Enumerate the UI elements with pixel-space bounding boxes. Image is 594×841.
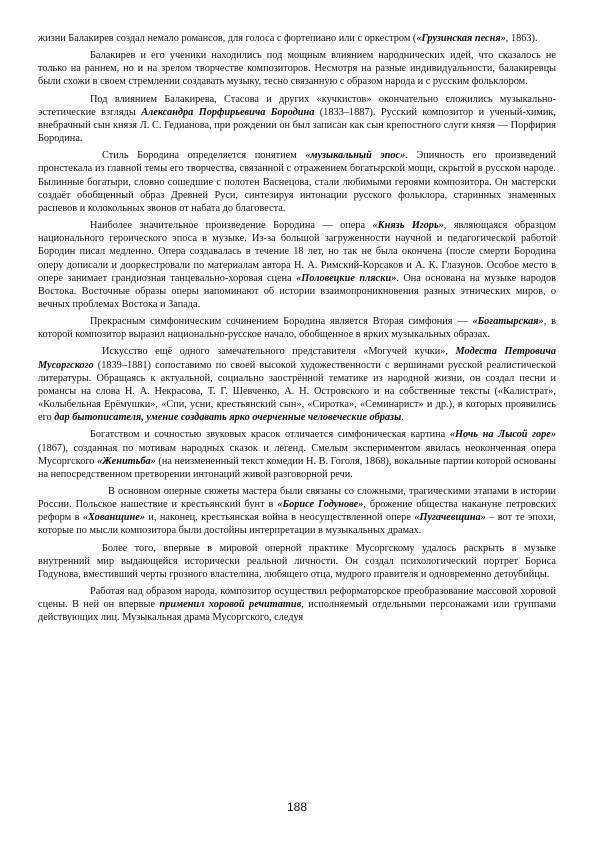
text-run: – вот те эпохи, которые по мысли композитора были достойны интерпретации в музыкальных драмах. — [38, 512, 557, 537]
emphasized-text: «Половецкие пляски» — [296, 272, 397, 284]
paragraph-5 — [38, 219, 556, 311]
text-run: , являющаяся образцом национального героического эпоса в музыке. Из-за большой загруженности научной и педагогической работой Бородин писал медленно. Опера создавалась в течение 18 лет, но так не была окончена (после смерти Бородина оперу дописали и дооркестровали по материалам автора Н. А. Римский-Корсаков и А. К. Глазунов. Особое место в опере занимает грандиозная танцевально-хоровая сцена — [38, 220, 556, 284]
text-run: (на неизмененный текст комедии Н. В. Гоголя, 1868), вокальные партии которой основаны на непосредственном претворении интонаций живой разговорной речи. — [38, 455, 556, 480]
text-run: Под влиянием Балакирева, Стасова и других «кучкистов» окончательно сложились музыкально-эстетические взгляды — [38, 93, 556, 118]
emphasized-text: Модеста Петровича Мусоргского — [38, 346, 557, 371]
text-run: (1833–1887). Русский композитор и ученый-химик, внебрачный сын князя Л. С. Гедианова, при рождении он был записан как сын крепостного слуги князя — Порфирия Бородина. — [38, 106, 557, 145]
emphasized-text: применил хоровой речитатив — [159, 599, 302, 611]
text-run: . Эпичность его произведений пронстекала из главной темы его творчества, связанной с отражением богатырской мощи, скрытой в русском народе. Былинные богатыри, словно сошедшие с полотен Васнецова, стали любимыми героями композитора. Он мастерски создаёт обобщенный образ Древней Руси, синтезируя интонации русского фольклора, старинных знаменных распевов и колокольных звонов от набата до благовеста. — [38, 150, 556, 214]
paragraph-2 — [38, 49, 556, 88]
emphasized-text: «Богатырская» — [472, 316, 544, 328]
emphasized-text: «Ночь на Лысой горе» — [449, 429, 556, 441]
paragraph-4 — [38, 149, 556, 215]
emphasized-text: «Пугачевщина» — [414, 512, 486, 524]
paragraph-7 — [38, 345, 556, 424]
emphasized-text: дар бытописателя, умение создавать ярко очерченные человеческие образы — [54, 412, 402, 424]
text-run: В основном оперные сюжеты мастера были связаны со сложными, трагическими этапами в истории России. Польское нашествие и крестьянский бунт в — [38, 486, 556, 511]
text-run: и, наконец, крестьянская война в неосуществленной опере — [144, 512, 415, 524]
text-run: Богатством и сочностью звуковых красок отличается симфоническая картина — [90, 429, 450, 441]
text-run: . Она основана на музыке народов Востока. Восточные образы оперы напоминают об истории взаимопроникновения разных этнических миров, о вечных проблемах Востока и Запада. — [38, 272, 556, 310]
body-text — [38, 32, 556, 625]
emphasized-text: «Хованщине» — [82, 512, 145, 524]
emphasized-text: «музыкальный эпос» — [305, 150, 406, 162]
emphasized-text: «Борисе Годунове» — [277, 499, 364, 511]
emphasized-text: «Князь Игорь» — [372, 220, 444, 232]
paragraph-6 — [38, 315, 556, 341]
text-run: Балакирев и его ученики находились под мощным влиянием народнических идей, что сказалось не только на раннем, но и на зрелом творчестве композиторов. Несмотря на разные индивидуальности, балакиревцы были схожи в своем стремлении создавать музыку, тесно связанную с образом народа и с русским фольклором. — [38, 50, 556, 88]
paragraph-1 — [38, 32, 556, 45]
text-run: , в которой композитор выразил национально-русское начало, обобщенное в ярких музыкальных образах. — [38, 316, 556, 341]
text-run: Более того, впервые в мировой оперной практике Мусоргскому удалось раскрыть в музыке внутренний мир выдающейся исторически реальной личности. Он создал психологический портрет Бориса Годунова, вместивший черты грозного властелина, любящего отца, мудрого правителя и одновременно детоубийцы. — [38, 542, 556, 580]
text-run: . — [401, 412, 404, 424]
text-run: жизни Балакирев создал немало романсов, для голоса с фортепиано или с оркестром ( — [38, 33, 417, 44]
text-run: (1839–1881) сопоставимо по своей высокой художественности с вершинами русской реалистической литературы. Обращаясь к актуальной, социально заострённой тематике из народной жизни, он создал песни и романсы на слова Н. А. Некрасова, Т. Г. Шевченко, А. Н. Островского и на собственные тексты («Калистрат», «Колыбельная Ерёмушки», «Спи, усни, крестьянский сын», «Сиротка», «Семинарист» и др.), в которых проявились его — [38, 359, 556, 424]
text-run: Прекрасным симфоническим сочинением Бородина является Вторая симфония — — [90, 316, 473, 328]
page-number: 188 — [286, 800, 308, 814]
paragraph-3 — [38, 93, 556, 146]
emphasized-text: Александра Порфирьевича Бородина — [141, 106, 315, 118]
text-run: , брожение общества накануне петровских реформ в — [38, 499, 557, 524]
paragraph-11 — [38, 585, 556, 624]
text-run: Искусство ещё одного замечательного представителя «Могучей кучки», — [102, 346, 456, 358]
paragraph-9 — [38, 485, 556, 538]
text-run: Работая над образом народа, композитор осуществил реформаторское преобразование массовой хоровой сцены. В ней он впервые — [38, 586, 556, 611]
paragraph-8 — [38, 428, 556, 481]
text-run: Стиль Бородина определяется понятием — [102, 150, 306, 162]
emphasized-text: «Грузинская песня» — [416, 33, 506, 44]
text-run: Наиболее значительное произведение Бородина — опера — [90, 220, 373, 232]
paragraph-10 — [38, 542, 556, 581]
text-run: , исполняемый отдельными персонажами или группами действующих лиц. Музыкальная драма Мусоргского, следуя — [38, 599, 556, 624]
emphasized-text: «Женитьба» — [97, 455, 156, 467]
text-run: (1867), созданная по мотивам народных сказок и легенд. Смелым экспериментом явилась неоконченная опера Мусоргского — [38, 442, 556, 467]
text-run: , 1863). — [505, 33, 538, 44]
